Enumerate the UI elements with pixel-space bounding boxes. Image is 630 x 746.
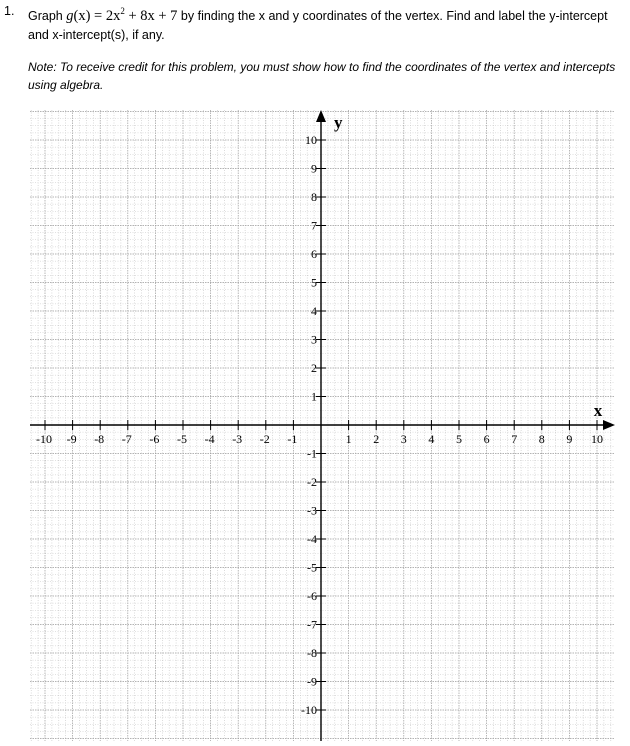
x-tick-label: -3 [232,432,243,446]
y-axis-label: y [334,113,343,132]
credit-note: Note: To receive credit for this problem, you must show how to find the coordinates of the vertex and intercepts using algebra. [28,60,616,92]
x-tick-label: -10 [36,432,52,446]
y-tick-label: 4 [311,304,317,318]
y-tick-label: 5 [311,275,317,290]
x-tick-label: 5 [456,432,462,446]
y-tick-label: 1 [311,389,317,404]
x-tick-label: -8 [94,432,105,446]
problem-text [28,2,618,45]
x-tick-label: 6 [483,432,490,446]
y-tick-label: -2 [307,475,317,489]
function-rest: + 8x + 7 [124,7,178,24]
y-tick-label: -5 [307,560,317,575]
x-tick-label: -1 [287,432,298,446]
function-variable: (x) = 2x [73,7,121,24]
x-tick-label: 9 [566,432,573,446]
y-tick-label: -4 [307,532,317,546]
x-tick-label: -6 [149,432,160,446]
x-tick-label: -7 [121,432,132,446]
x-tick-label: 2 [373,432,380,446]
coordinate-plane-svg [0,100,630,741]
y-tick-label: 6 [311,247,317,261]
y-tick-label: -8 [307,646,317,660]
x-tick-label: -5 [177,432,187,446]
y-tick-label: 10 [305,133,317,147]
y-tick-label: -10 [301,703,317,717]
y-tick-label: -7 [307,617,317,632]
x-tick-label: -4 [204,432,215,446]
y-tick-label: 8 [311,190,317,204]
y-tick-label: 3 [311,332,317,347]
y-tick-label: 7 [311,218,317,233]
x-axis-label: x [593,401,603,420]
function-exponent: 2 [120,6,125,16]
x-tick-label: -9 [66,432,77,446]
axes [30,110,615,741]
y-tick-label: -3 [307,503,317,518]
problem-suffix: by finding the x and y coordinates of the vertex. Find and label the y-intercept and x-intercept(s), if any. [28,8,608,42]
x-tick-label: 1 [345,432,352,446]
x-tick-label: 4 [428,432,435,446]
problem-number: 1. [4,4,15,18]
problem-prefix: Graph [28,8,63,23]
y-tick-label: -6 [307,589,317,603]
x-tick-label: 7 [511,432,518,446]
x-tick-label: 3 [400,432,407,446]
x-axis-arrow [603,420,615,430]
y-tick-label: -1 [307,446,317,461]
coordinate-plane [0,100,630,741]
y-tick-label: 9 [311,161,317,176]
function-expression [66,8,177,24]
x-tick-label: 8 [538,432,545,446]
y-tick-label: -9 [307,674,317,689]
function-name: g [66,7,74,24]
y-tick-label: 2 [311,361,317,375]
x-tick-label: 10 [591,432,603,446]
x-tick-label: -2 [259,432,270,446]
